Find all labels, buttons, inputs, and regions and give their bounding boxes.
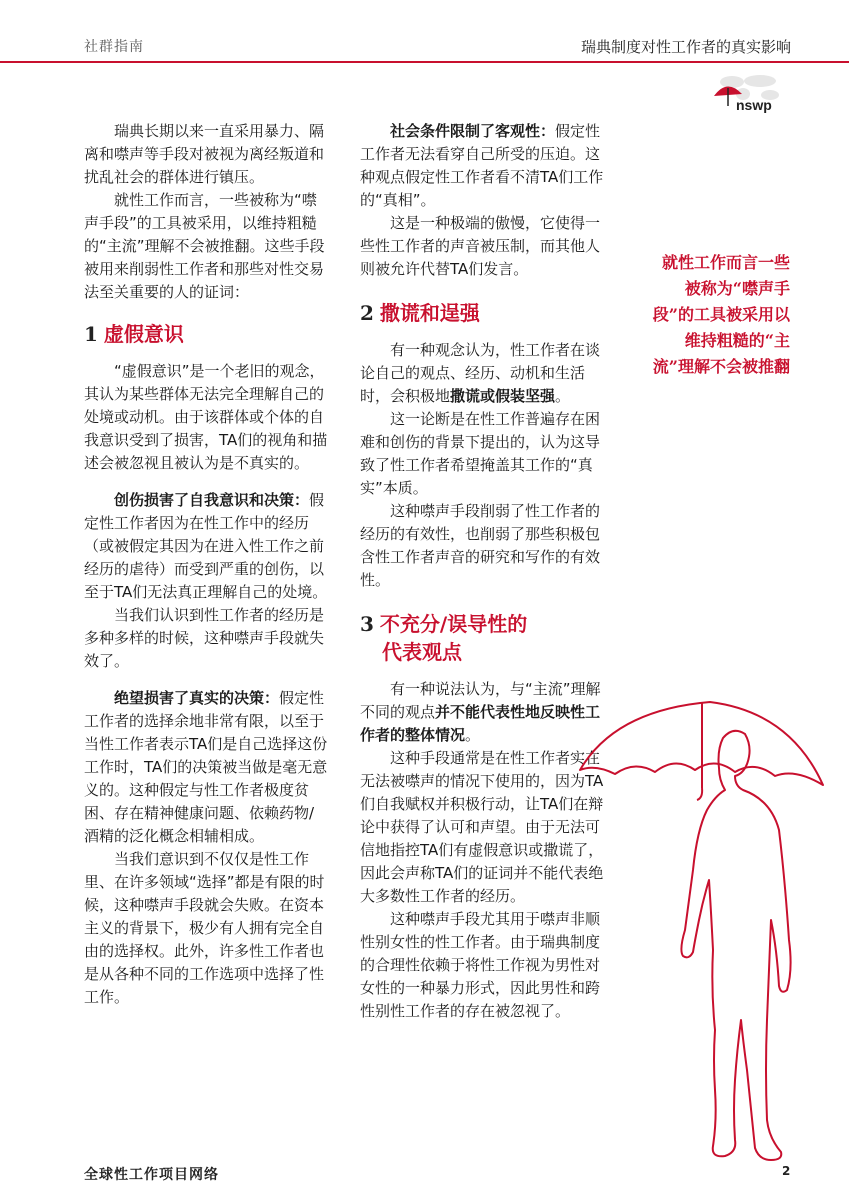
section-3-heading: 3 不充分/误导性的 代表观点 bbox=[360, 612, 528, 664]
objectivity-paragraph: 社会条件限制了客观性：假定性工作者无法看穿自己所受的压迫。这种观点假定性工作者看不清TA们工作的“真相”。 bbox=[360, 122, 604, 209]
person-with-umbrella-illustration bbox=[575, 690, 825, 1170]
trauma-paragraph: 创伤损害了自我意识和决策：假定性工作者因为在性工作中的经历（或被假定其因为在进入性工作之前经历的虐待）而受到严重的创伤，以至于TA们无法真正理解自己的处境。 bbox=[84, 491, 328, 601]
header-section-label: 社群指南 bbox=[84, 39, 144, 55]
trauma-followup: 当我们认识到性工作者的经历是多种多样的时候，这种噤声手段就失效了。 bbox=[84, 606, 325, 670]
section-2-paragraph-1: 有一种观念认为，性工作者在谈论自己的观点、经历、动机和生活时，会积极地撒谎或假装坚强。 bbox=[360, 341, 601, 405]
section-3-paragraph-1: 有一种说法认为，与“主流”理解不同的观点并不能代表性地反映性工作者的整体情况。 bbox=[360, 680, 601, 744]
header-rule bbox=[0, 61, 849, 63]
section-1-paragraph: “虚假意识”是一个老旧的观念，其认为某些群体无法完全理解自己的处境或动机。由于该群体或个体的自我意识受到了损害，TA们的视角和描述会被忽视且被认为是不真实的。 bbox=[84, 362, 328, 472]
middle-column bbox=[360, 120, 605, 1023]
despair-followup: 当我们意识到不仅仅是性工作里、在许多领域“选择”都是有限的时候，这种噤声手段就会失败。在资本主义的背景下，极少有人拥有完全自由的选择权。此外，许多性工作者也是从各种不同的工作选项中选择了性工作。 bbox=[84, 850, 325, 1006]
section-3-paragraph-2: 这种手段通常是在性工作者实在无法被噤声的情况下使用的，因为TA们自我赋权并积极行动，让TA们在辩论中获得了认可和声望。由于无法可信地指控TA们有虚假意识或撒谎了，因此会声称TA们的证词并不能代表绝大多数性工作者的经历。 bbox=[360, 749, 604, 905]
page-number: 2 bbox=[782, 1164, 791, 1178]
footer-organization: 全球性工作项目网络 bbox=[84, 1167, 219, 1183]
section-2-paragraph-3: 这种噤声手段削弱了性工作者的经历的有效性，也削弱了那些积极包含性工作者声音的研究和写作的有效性。 bbox=[360, 502, 601, 589]
section-2-heading: 2 撒谎和逞强 bbox=[360, 301, 480, 325]
nswp-logo bbox=[710, 72, 790, 118]
intro-paragraph-2: 就性工作而言，一些被称为“噤声手段”的工具被采用，以维持粗糙的“主流”理解不会被推翻。这些手段被用来削弱性工作者和那些对性交易法至关重要的人的证词： bbox=[84, 191, 325, 301]
section-2-paragraph-2: 这一论断是在性工作普遍存在困难和创伤的背景下提出的，认为这导致了性工作者希望掩盖其工作的“真实”本质。 bbox=[360, 410, 601, 497]
despair-paragraph: 绝望损害了真实的决策：假定性工作者的选择余地非常有限，以至于当性工作者表示TA们是自己选择这份工作时，TA们的决策被当做是毫无意义的。这种假定与性工作者极度贫困、存在精神健康问题、依赖药物/酒精的泛化概念相辅相成。 bbox=[84, 689, 328, 845]
intro-paragraph-1: 瑞典长期以来一直采用暴力、隔离和噤声等手段对被视为离经叛道和扰乱社会的群体进行镇压。 bbox=[84, 122, 325, 186]
section-3-paragraph-3: 这种噤声手段尤其用于噤声非顺性别女性的性工作者。由于瑞典制度的合理性依赖于将性工作视为男性对女性的一种暴力形式，因此男性和跨性别性工作者的存在被忽视了。 bbox=[360, 910, 601, 1020]
left-column bbox=[84, 120, 329, 1009]
section-1-heading: 1 虚假意识 bbox=[84, 322, 184, 346]
header-title: 瑞典制度对性工作者的真实影响 bbox=[580, 38, 791, 56]
page-header bbox=[0, 0, 849, 62]
pull-quote: 就性工作而言一些被称为“噤声手段”的工具被采用以维持粗糙的“主流”理解不会被推翻 bbox=[652, 253, 790, 376]
arrogance-paragraph: 这是一种极端的傲慢，它使得一些性工作者的声音被压制，而其他人则被允许代替TA们发言。 bbox=[360, 214, 601, 278]
logo-text: nswp bbox=[736, 97, 772, 113]
